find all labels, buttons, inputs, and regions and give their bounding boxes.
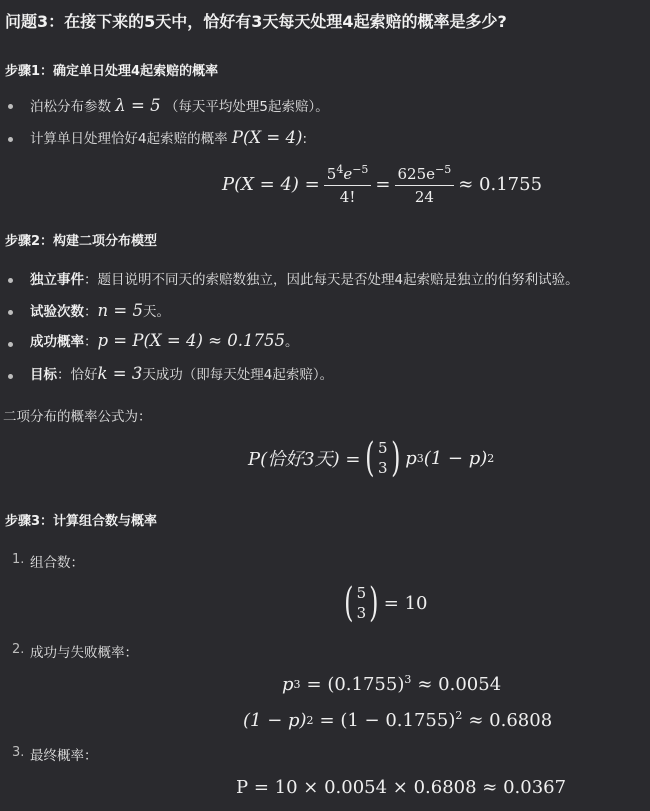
step2-heading: 步骤2：构建二项分布模型 — [5, 234, 158, 249]
bullet-dot — [8, 278, 13, 283]
list-number: 3. — [12, 745, 25, 760]
equals: = — [375, 174, 391, 195]
item-text: 泊松分布参数 — [30, 99, 111, 115]
goal-math: k = 3 — [97, 364, 143, 383]
final-probability-equation — [236, 777, 566, 798]
fraction-1 — [324, 163, 372, 206]
fraction-1-denominator: 4! — [324, 185, 372, 206]
item-label: 独立事件 — [30, 272, 84, 288]
item-text: ：题目说明不同天的索赔数独立，因此每天是否处理4起索赔是独立的伯努利试验。 — [84, 272, 579, 288]
step2-item-goal: 目标：恰好k = 3天成功（即每天处理4起索赔）。 — [30, 364, 334, 383]
item-note: （每天平均处理5起索赔）。 — [164, 99, 329, 115]
step1-item-lambda — [30, 96, 329, 117]
eq-result: ≈ 0.1755 — [458, 174, 543, 195]
step3-item-combination: 组合数： — [30, 555, 84, 571]
list-number: 1. — [12, 552, 25, 567]
formula-q: (1 − p) — [423, 447, 488, 469]
poisson-equation — [222, 163, 542, 206]
list-number: 2. — [12, 642, 25, 657]
fraction-2 — [395, 163, 455, 206]
fraction-1-numerator: $5^4e^{-5}$ — [326, 163, 369, 183]
formula-p: p — [405, 447, 417, 469]
combination-equation — [339, 580, 428, 626]
bullet-dot — [8, 137, 13, 142]
eq-lhs: P(X = 4) = — [222, 174, 320, 195]
bullet-dot — [8, 310, 13, 315]
item-text: 计算单日处理恰好4起索赔的概率 — [30, 131, 228, 147]
binomial-formula: P(恰好3天) = ( 5 3 ) p 3 (1 − p) 2 — [248, 435, 495, 481]
item-label: 试验次数 — [30, 304, 84, 320]
step3-item-probabilities: 成功与失败概率： — [30, 645, 138, 661]
bullet-dot — [8, 374, 13, 379]
colon: : — [302, 131, 307, 147]
binomial-coefficient: ( 5 3 ) — [365, 435, 401, 481]
success-prob-equation: p 3 = $(0.1755)^3$ ≈ 0.0054 — [282, 673, 502, 695]
formula-lhs: P(恰好3天) = — [248, 449, 361, 470]
prob-math: P(X = 4) — [231, 128, 303, 147]
bullet-dot — [8, 342, 13, 347]
step2-item-independent — [30, 270, 579, 290]
comb-result: = 10 — [383, 592, 428, 614]
failure-prob-equation: (1 − p) 2 = $(1 - 0.1755)^2$ ≈ 0.6808 — [243, 709, 553, 731]
trials-math: n = 5 — [97, 301, 143, 320]
step2-item-success: 成功概率：p = P(X = 4) ≈ 0.1755。 — [30, 331, 299, 350]
step3-heading: 步骤3：计算组合数与概率 — [5, 514, 158, 529]
fraction-2-numerator: $625e^{-5}$ — [397, 163, 452, 183]
final-equation-text: P = 10 × 0.0054 × 0.6808 ≈ 0.0367 — [236, 777, 567, 798]
formula-intro: 二项分布的概率公式为： — [3, 409, 152, 425]
step3-item-final: 最终概率： — [30, 748, 98, 764]
success-math: p = P(X = 4) ≈ 0.1755 — [97, 331, 285, 350]
item-label: 成功概率 — [30, 334, 84, 350]
bullet-dot — [8, 104, 13, 109]
step2-item-trials: 试验次数：n = 5天。 — [30, 301, 170, 320]
item-label: 目标 — [30, 367, 57, 383]
step1-item-prob — [30, 128, 307, 149]
step1-heading: 步骤1：确定单日处理4起索赔的概率 — [5, 64, 219, 79]
binomial-coefficient: ( 5 3 ) — [344, 580, 379, 626]
fraction-2-denominator: 24 — [395, 185, 455, 206]
question-title: 问题3：在接下来的5天中，恰好有3天每天处理4起索赔的概率是多少? — [5, 12, 507, 31]
lambda-math: λ = 5 — [115, 96, 161, 115]
